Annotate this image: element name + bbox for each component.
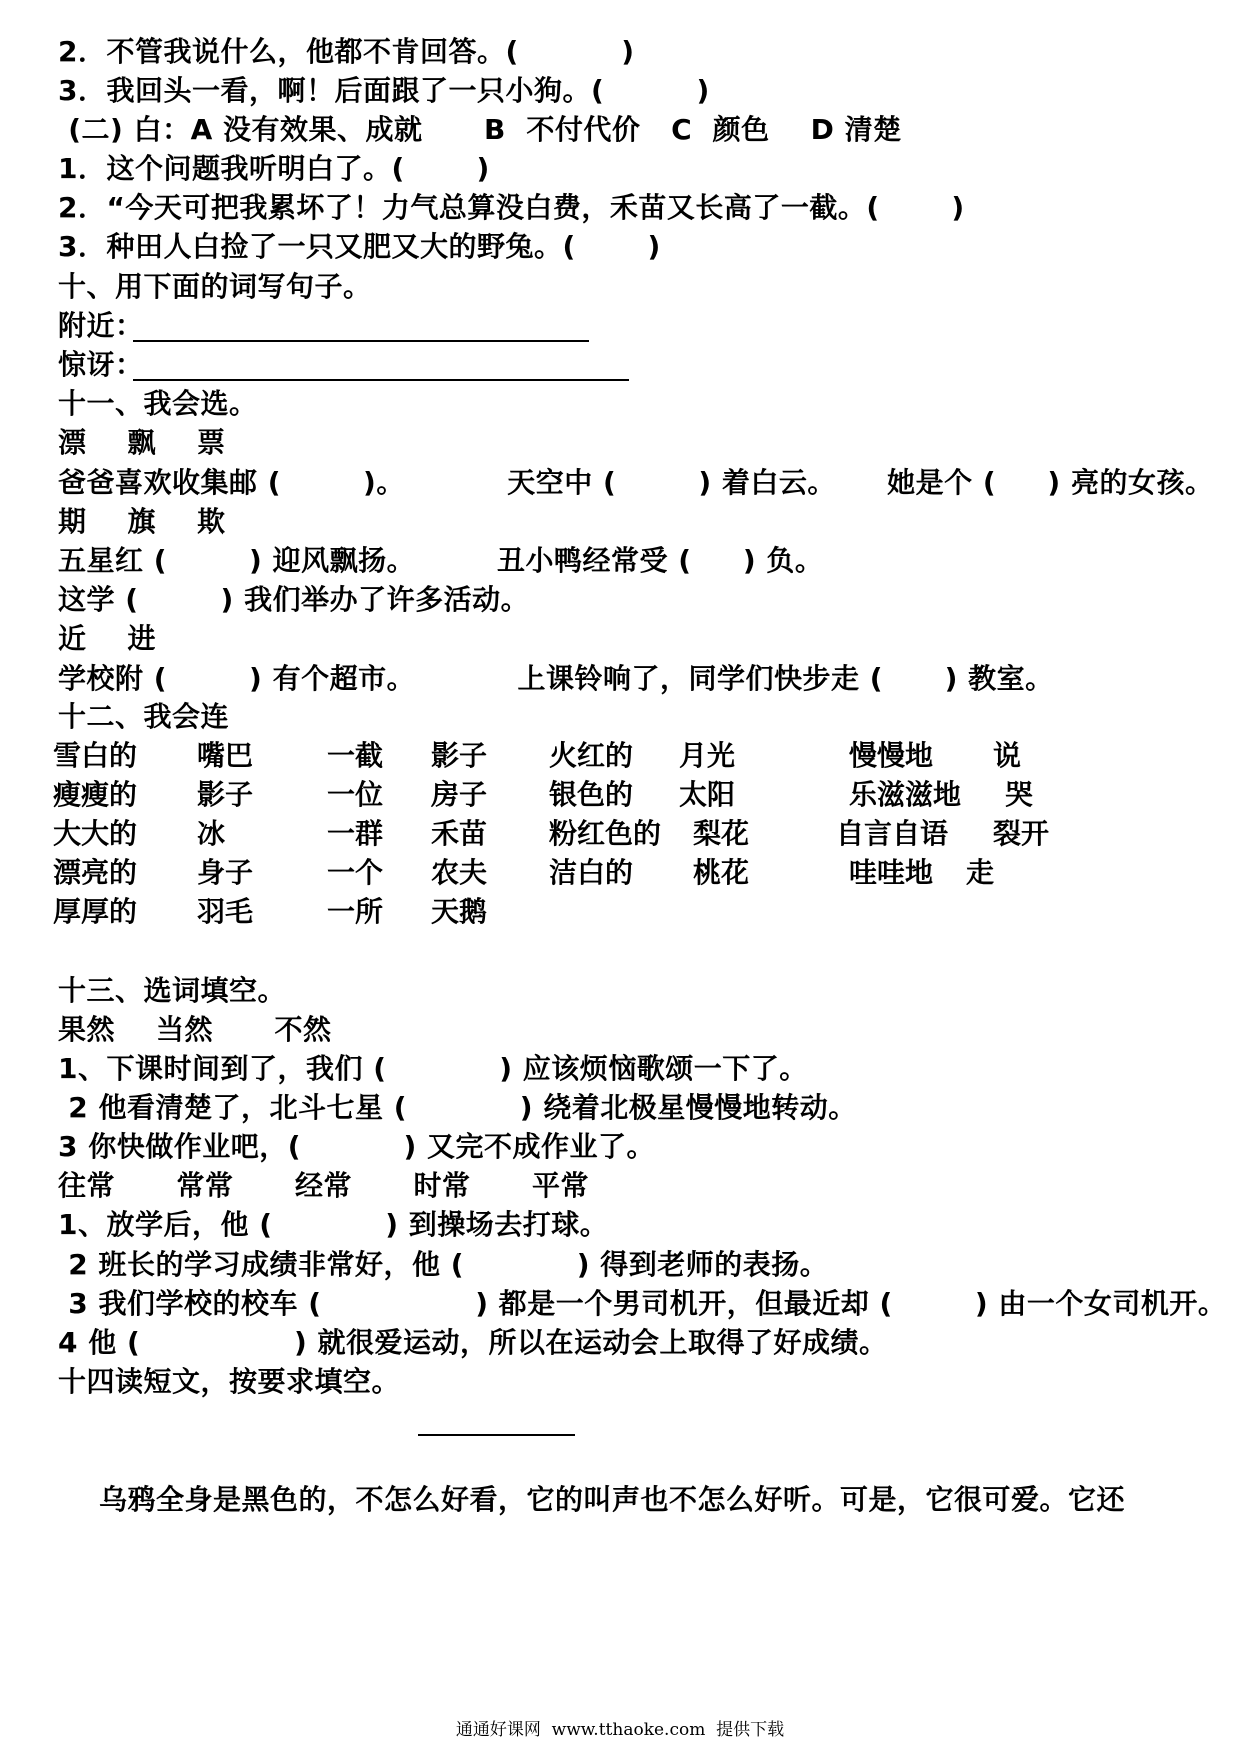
match-word[interactable]: 嘴巴 bbox=[197, 739, 254, 772]
q13-1-item-3: 3 你快做作业吧，( ) 又完不成作业了。 bbox=[58, 1130, 656, 1163]
match-word[interactable]: 粉红色的 bbox=[549, 817, 662, 850]
match-word[interactable]: 走 bbox=[966, 856, 995, 889]
match-word[interactable]: 禾苗 bbox=[431, 817, 488, 850]
q13-2-item-4: 4 他 ( ) 就很爱运动，所以在运动会上取得了好成绩。 bbox=[58, 1326, 888, 1359]
section-13-title: 十三、选词填空。 bbox=[58, 974, 287, 1007]
char-group-2: 期 旗 欺 bbox=[58, 505, 226, 538]
word-bank-1: 果然 当然 不然 bbox=[58, 1013, 332, 1046]
match-word[interactable]: 一位 bbox=[327, 778, 384, 811]
match-word[interactable]: 桃花 bbox=[693, 856, 750, 889]
match-word[interactable]: 房子 bbox=[431, 778, 488, 811]
match-word[interactable]: 自言自语 bbox=[836, 817, 949, 850]
footer-watermark: 通通好课网 www.tthaoke.com 提供下载 bbox=[455, 1720, 785, 1740]
match-word[interactable]: 一群 bbox=[327, 817, 384, 850]
q13-2-item-3: 3 我们学校的校车 ( ) 都是一个男司机开，但最近却 ( ) 由一个女司机开。 bbox=[58, 1287, 1227, 1320]
sentence-answer-line-1[interactable] bbox=[133, 340, 589, 342]
match-row bbox=[0, 853, 1240, 893]
match-word[interactable]: 乐滋滋地 bbox=[849, 778, 962, 811]
match-word[interactable]: 影子 bbox=[431, 739, 488, 772]
match-row bbox=[0, 892, 1240, 932]
match-word[interactable]: 漂亮的 bbox=[53, 856, 138, 889]
match-row bbox=[0, 736, 1240, 776]
section-10-title: 十、用下面的词写句子。 bbox=[58, 270, 372, 303]
match-word[interactable]: 身子 bbox=[197, 856, 254, 889]
match-word[interactable]: 一所 bbox=[327, 895, 384, 928]
match-word[interactable]: 一截 bbox=[327, 739, 384, 772]
char-group-3-sentences: 学校附 ( ) 有个超市。 上课铃响了，同学们快步走 ( ) 教室。 bbox=[58, 662, 1054, 695]
match-word[interactable]: 一个 bbox=[327, 856, 384, 889]
char-group-1-sentences: 爸爸喜欢收集邮 ( )。 天空中 ( ) 着白云。 她是个 ( ) 亮的女孩。 bbox=[58, 466, 1214, 499]
match-word[interactable]: 羽毛 bbox=[197, 895, 254, 928]
char-group-2-sentences-b: 这学 ( ) 我们举办了许多活动。 bbox=[58, 583, 530, 616]
q9-1-item-3: 3．我回头一看，啊！后面跟了一只小狗。( ) bbox=[58, 74, 710, 107]
match-word[interactable]: 冰 bbox=[197, 817, 226, 850]
sentence-answer-line-2[interactable] bbox=[133, 379, 629, 381]
match-word[interactable]: 梨花 bbox=[693, 817, 750, 850]
match-word[interactable]: 雪白的 bbox=[53, 739, 138, 772]
q13-1-item-2: 2 他看清楚了，北斗七星 ( ) 绕着北极星慢慢地转动。 bbox=[58, 1091, 857, 1124]
match-word[interactable]: 洁白的 bbox=[549, 856, 634, 889]
match-word[interactable]: 天鹅 bbox=[431, 895, 488, 928]
match-word[interactable]: 慢慢地 bbox=[849, 739, 934, 772]
match-word[interactable]: 太阳 bbox=[679, 778, 736, 811]
match-word[interactable]: 农夫 bbox=[431, 856, 488, 889]
q9-2-options: (二) 白：A 没有效果、成就 B 不付代价 C 颜色 D 清楚 bbox=[58, 113, 902, 146]
q13-1-item-1: 1、下课时间到了，我们 ( ) 应该烦恼歌颂一下了。 bbox=[58, 1052, 808, 1085]
q9-2-item-2: 2．“今天可把我累坏了！力气总算没白费，禾苗又长高了一截。( ) bbox=[58, 191, 965, 224]
match-word[interactable]: 银色的 bbox=[549, 778, 634, 811]
q9-1-item-2: 2．不管我说什么，他都不肯回答。( ) bbox=[58, 35, 635, 68]
match-word[interactable]: 月光 bbox=[679, 739, 736, 772]
title-blank-line[interactable] bbox=[418, 1434, 575, 1436]
section-12-title: 十二、我会连 bbox=[58, 700, 230, 733]
char-group-3: 近 进 bbox=[58, 622, 156, 655]
q9-2-item-1: 1．这个问题我听明白了。( ) bbox=[58, 152, 490, 185]
match-row bbox=[0, 814, 1240, 854]
char-group-2-sentences-a: 五星红 ( ) 迎风飘扬。 丑小鸭经常受 ( ) 负。 bbox=[58, 544, 824, 577]
q9-2-item-3: 3．种田人白捡了一只又肥又大的野兔。( ) bbox=[58, 230, 661, 263]
match-word[interactable]: 说 bbox=[993, 739, 1022, 772]
match-row bbox=[0, 775, 1240, 815]
match-word[interactable]: 大大的 bbox=[53, 817, 138, 850]
sentence-label-fujin: 附近： bbox=[58, 309, 144, 342]
sentence-label-jingya: 惊讶： bbox=[58, 348, 144, 381]
section-11-title: 十一、我会选。 bbox=[58, 387, 258, 420]
match-word[interactable]: 哭 bbox=[1005, 778, 1034, 811]
word-bank-2: 往常 常常 经常 时常 平常 bbox=[58, 1169, 589, 1202]
section-14-title: 十四读短文，按要求填空。 bbox=[58, 1365, 401, 1398]
char-group-1: 漂 飘 票 bbox=[58, 426, 226, 459]
match-word[interactable]: 裂开 bbox=[993, 817, 1050, 850]
match-word[interactable]: 火红的 bbox=[549, 739, 634, 772]
passage-first-line: 乌鸦全身是黑色的，不怎么好看，它的叫声也不怎么好听。可是，它很可爱。它还 bbox=[58, 1483, 1125, 1516]
q13-2-item-2: 2 班长的学习成绩非常好，他 ( ) 得到老师的表扬。 bbox=[58, 1248, 829, 1281]
match-word[interactable]: 瘦瘦的 bbox=[53, 778, 138, 811]
q13-2-item-1: 1、放学后，他 ( ) 到操场去打球。 bbox=[58, 1208, 609, 1241]
match-word[interactable]: 影子 bbox=[197, 778, 254, 811]
match-word[interactable]: 哇哇地 bbox=[849, 856, 934, 889]
match-word[interactable]: 厚厚的 bbox=[53, 895, 138, 928]
